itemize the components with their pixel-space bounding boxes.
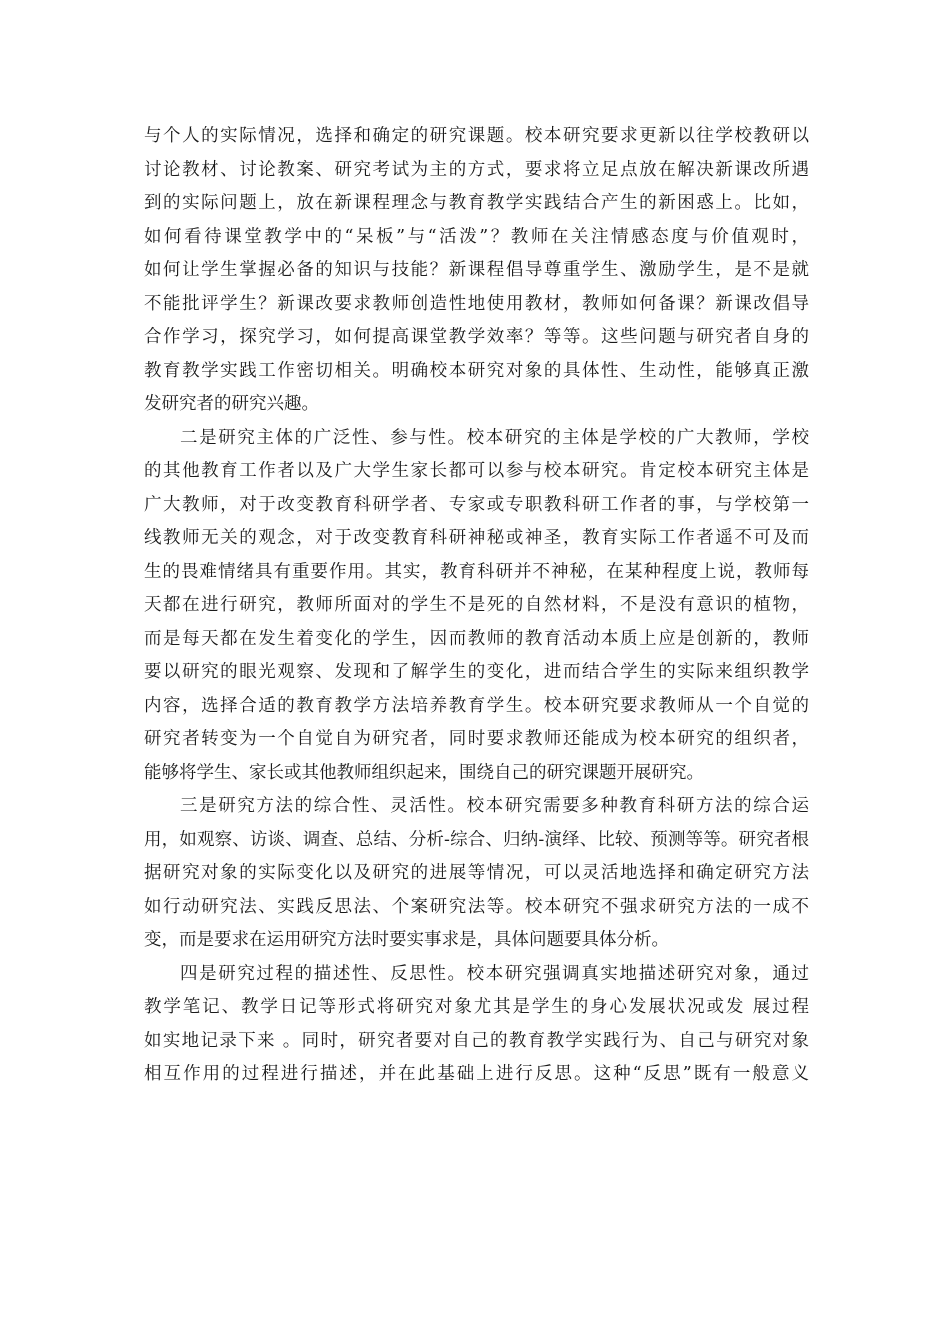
text-line: 如何看待课堂教学中的“呆板”与“活泼”？教师在关注情感态度与价值观时， xyxy=(144,226,809,247)
text-line: 如行动研究法、实践反思法、个案研究法等。校本研究不强求研究方法的一成不 xyxy=(144,896,809,917)
text-line: 内容，选择合适的教育教学方法培养教育学生。校本研究要求教师从一个自觉的 xyxy=(144,695,809,716)
text-line: 如实地记录下来 。同时，研究者要对自己的教育教学实践行为、自己与研究对象 xyxy=(144,1030,809,1051)
text-line: 变，而是要求在运用研究方法时要实事求是，具体问题要具体分析。 xyxy=(144,930,669,950)
text-line: 用，如观察、访谈、调查、总结、分析-综合、归纳-演绎、比较、预测等等。研究者根 xyxy=(144,829,809,850)
text-line: 教学笔记、教学日记等形式将研究对象尤其是学生的身心发展状况或发 展过程 xyxy=(144,997,809,1017)
text-line: 能够将学生、家长或其他教师组织起来，围绕自己的研究课题开展研究。 xyxy=(144,762,704,783)
text-line: 讨论教材、讨论教案、研究考试为主的方式，要求将立足点放在解决新课改所遇 xyxy=(144,159,809,180)
text-line: 合作学习，探究学习，如何提高课堂教学效率？等等。这些问题与研究者自身的 xyxy=(144,327,809,347)
text-line: 研究者转变为一个自觉自为研究者，同时要求教师还能成为校本研究的组织者， xyxy=(144,729,809,749)
text-line: 到的实际问题上，放在新课程理念与教育教学实践结合产生的新困惑上。比如， xyxy=(144,193,809,213)
text-line: 如何让学生掌握必备的知识与技能？新课程倡导尊重学生、激励学生，是不是就 xyxy=(144,260,809,280)
text-line: 而是每天都在发生着变化的学生，因而教师的教育活动本质上应是创新的，教师 xyxy=(144,628,809,649)
text-line: 线教师无关的观念，对于改变教育科研神秘或神圣，教育实际工作者遥不可及而 xyxy=(144,528,809,548)
text-line: 四是研究过程的描述性、反思性。校本研究强调真实地描述研究对象，通过 xyxy=(180,963,809,984)
text-line: 据研究对象的实际变化以及研究的进展等情况，可以灵活地选择和确定研究方法 xyxy=(144,863,809,883)
text-line: 与个人的实际情况，选择和确定的研究课题。校本研究要求更新以往学校教研以 xyxy=(144,126,809,146)
text-line: 发研究者的研究兴趣。 xyxy=(144,394,319,414)
text-line: 教育教学实践工作密切相关。明确校本研究对象的具体性、生动性，能够真正激 xyxy=(144,360,809,381)
text-line: 广大教师，对于改变教育科研学者、专家或专职教科研工作者的事，与学校第一 xyxy=(144,494,809,515)
text-line: 要以研究的眼光观察、发现和了解学生的变化，进而结合学生的实际来组织教学 xyxy=(144,662,809,682)
text-line: 生的畏难情绪具有重要作用。其实，教育科研并不神秘，在某种程度上说，教师每 xyxy=(144,561,809,582)
text-line: 的其他教育工作者以及广大学生家长都可以参与校本研究。肯定校本研究主体是 xyxy=(144,461,809,481)
text-line: 三是研究方法的综合性、灵活性。校本研究需要多种教育科研方法的综合运 xyxy=(180,796,809,816)
body-text xyxy=(144,120,809,1092)
text-line: 不能批评学生？新课改要求教师创造性地使用教材，教师如何备课？新课改倡导 xyxy=(144,293,809,314)
text-line: 相互作用的过程进行描述，并在此基础上进行反思。这种“反思”既有一般意义 xyxy=(144,1064,809,1084)
text-line: 二是研究主体的广泛性、参与性。校本研究的主体是学校的广大教师，学校 xyxy=(180,427,809,448)
text-line: 天都在进行研究，教师所面对的学生不是死的自然材料，不是没有意识的植物， xyxy=(144,595,809,615)
